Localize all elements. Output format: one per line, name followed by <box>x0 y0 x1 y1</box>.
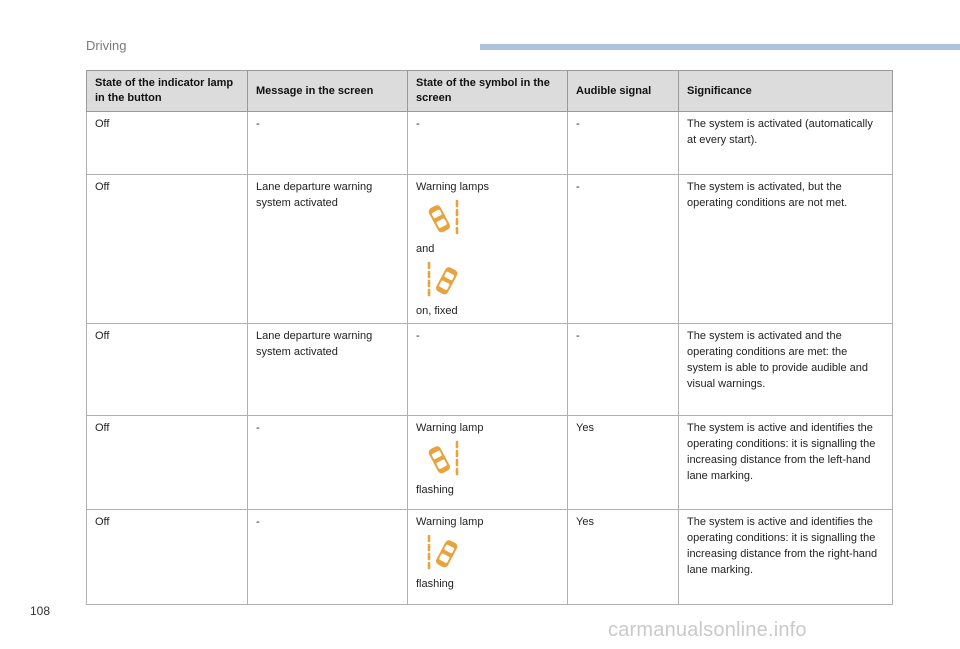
symbol-text: Warning lamp <box>416 422 484 434</box>
cell-message: - <box>248 510 408 605</box>
table-row <box>87 510 893 605</box>
cell-significance: The system is activated, but the operating conditions are not met. <box>679 175 893 324</box>
cell-significance: The system is activated and the operating conditions are met: the system is able to provide audible and visual warnings. <box>679 324 893 416</box>
table-row <box>87 416 893 510</box>
cell-audible: - <box>568 324 679 416</box>
section-title: Driving <box>86 38 127 53</box>
symbol-text: flashing <box>416 578 454 590</box>
column-header-symbol: State of the symbol in the screen <box>408 71 568 112</box>
cell-symbol <box>408 175 568 324</box>
cell-audible: - <box>568 112 679 175</box>
cell-audible: Yes <box>568 416 679 510</box>
symbol-text: Warning lamp <box>416 516 484 528</box>
cell-lamp: Off <box>87 112 248 175</box>
lane-departure-left-icon <box>426 440 460 478</box>
table-header-row <box>87 71 893 112</box>
cell-significance: The system is active and identifies the operating conditions: it is signalling the increasing distance from the left-hand lane marking. <box>679 416 893 510</box>
watermark: carmanualsonline.info <box>608 619 807 641</box>
cell-symbol <box>408 510 568 605</box>
column-header-significance: Significance <box>679 71 893 112</box>
cell-symbol: - <box>408 112 568 175</box>
cell-message: Lane departure warning system activated <box>248 175 408 324</box>
table-row <box>87 324 893 416</box>
table-row <box>87 112 893 175</box>
column-header-message: Message in the screen <box>248 71 408 112</box>
cell-message: - <box>248 416 408 510</box>
cell-significance: The system is activated (automatically at every start). <box>679 112 893 175</box>
cell-message: - <box>248 112 408 175</box>
lane-departure-left-icon <box>426 199 460 237</box>
symbol-text: flashing <box>416 484 454 496</box>
cell-lamp: Off <box>87 324 248 416</box>
cell-significance: The system is active and identifies the operating conditions: it is signalling the increasing distance from the right-hand lane marking. <box>679 510 893 605</box>
symbol-text: Warning lamps <box>416 181 489 193</box>
cell-symbol: - <box>408 324 568 416</box>
symbol-text: and <box>416 243 435 255</box>
cell-audible: - <box>568 175 679 324</box>
lane-departure-table <box>86 70 893 605</box>
lane-departure-right-icon <box>426 261 460 299</box>
symbol-text: on, fixed <box>416 305 458 317</box>
cell-lamp: Off <box>87 416 248 510</box>
column-header-lamp: State of the indicator lamp in the button <box>87 71 248 112</box>
page-number: 108 <box>30 604 51 618</box>
column-header-audible: Audible signal <box>568 71 679 112</box>
lane-departure-right-icon <box>426 534 460 572</box>
section-bar <box>480 44 960 50</box>
cell-lamp: Off <box>87 175 248 324</box>
cell-lamp: Off <box>87 510 248 605</box>
cell-message: Lane departure warning system activated <box>248 324 408 416</box>
cell-audible: Yes <box>568 510 679 605</box>
cell-symbol <box>408 416 568 510</box>
table-row <box>87 175 893 324</box>
